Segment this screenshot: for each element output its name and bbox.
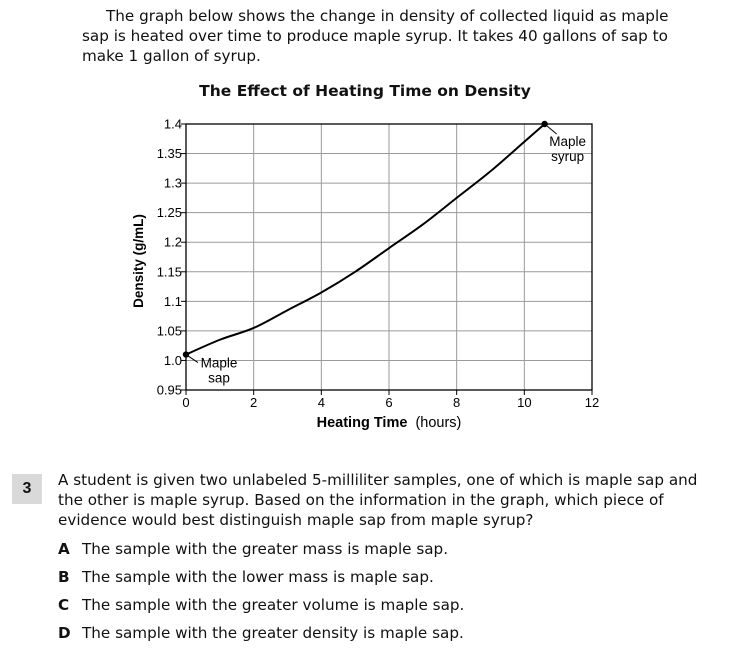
annotation-label: Maple [200,355,238,371]
x-tick-label: 6 [385,395,393,410]
x-tick-label: 12 [584,395,600,410]
option-letter: A [58,540,70,558]
x-tick-label: 10 [517,395,532,410]
chart-grid [186,124,592,390]
x-axis [182,390,599,410]
option-letter: C [58,596,70,614]
y-tick-label: 1.2 [163,234,182,250]
question-number: 3 [12,474,42,504]
annotation-leader [545,124,557,134]
y-tick-label: 1.1 [163,293,182,309]
x-tick-label: 4 [317,395,325,410]
option-text: The sample with the lower mass is maple sap. [82,568,434,586]
x-tick-label: 0 [182,395,190,410]
option-letter: B [58,568,70,586]
annotation-label: syrup [551,149,585,164]
y-tick-label: 1.0 [163,352,182,368]
y-axis-label: Density (g/mL) [131,214,146,308]
y-tick-label: 1.35 [156,146,182,162]
y-tick-label: 1.4 [163,116,182,132]
annotation-label: Maple [549,134,587,149]
option-text: The sample with the greater mass is maple sap. [82,540,449,558]
y-tick-label: 0.95 [156,382,182,398]
chart-annotations [183,121,586,386]
option-text: The sample with the greater volume is maple sap. [82,596,465,614]
y-tick-label: 1.05 [156,323,182,339]
x-axis-label-unit: (hours) [415,415,462,431]
option-a[interactable] [58,539,698,559]
annotation-label: sap [208,370,230,386]
y-tick-label: 1.15 [156,264,182,280]
intro-text: The graph below shows the change in density of collected liquid as maple sap is heated over time to produce maple syrup. It takes 40 gallons of sap to make 1 gallon of syrup. [82,7,669,65]
option-c[interactable] [58,595,698,615]
x-axis-label-bold: Heating Time [316,415,408,431]
y-tick-label: 1.25 [156,205,182,221]
annotation-leader [186,355,198,363]
x-axis-label [317,415,462,431]
x-tick-label: 8 [453,395,461,410]
y-tick-label: 1.3 [163,175,182,191]
question-stem: A student is given two unlabeled 5-milliliter samples, one of which is maple sap and the other is maple syrup. Based on the information in the graph, which piece of evidence would best distinguish maple sap from maple syrup? [58,471,698,529]
option-b[interactable] [58,567,698,587]
option-text: The sample with the greater density is maple sap. [82,624,464,642]
chart-title-text: The Effect of Heating Time on Density [199,82,531,100]
y-axis [157,117,186,398]
x-tick-label: 2 [250,395,258,410]
density-curve [186,124,545,355]
option-letter: D [58,624,71,642]
option-d[interactable] [58,623,698,643]
